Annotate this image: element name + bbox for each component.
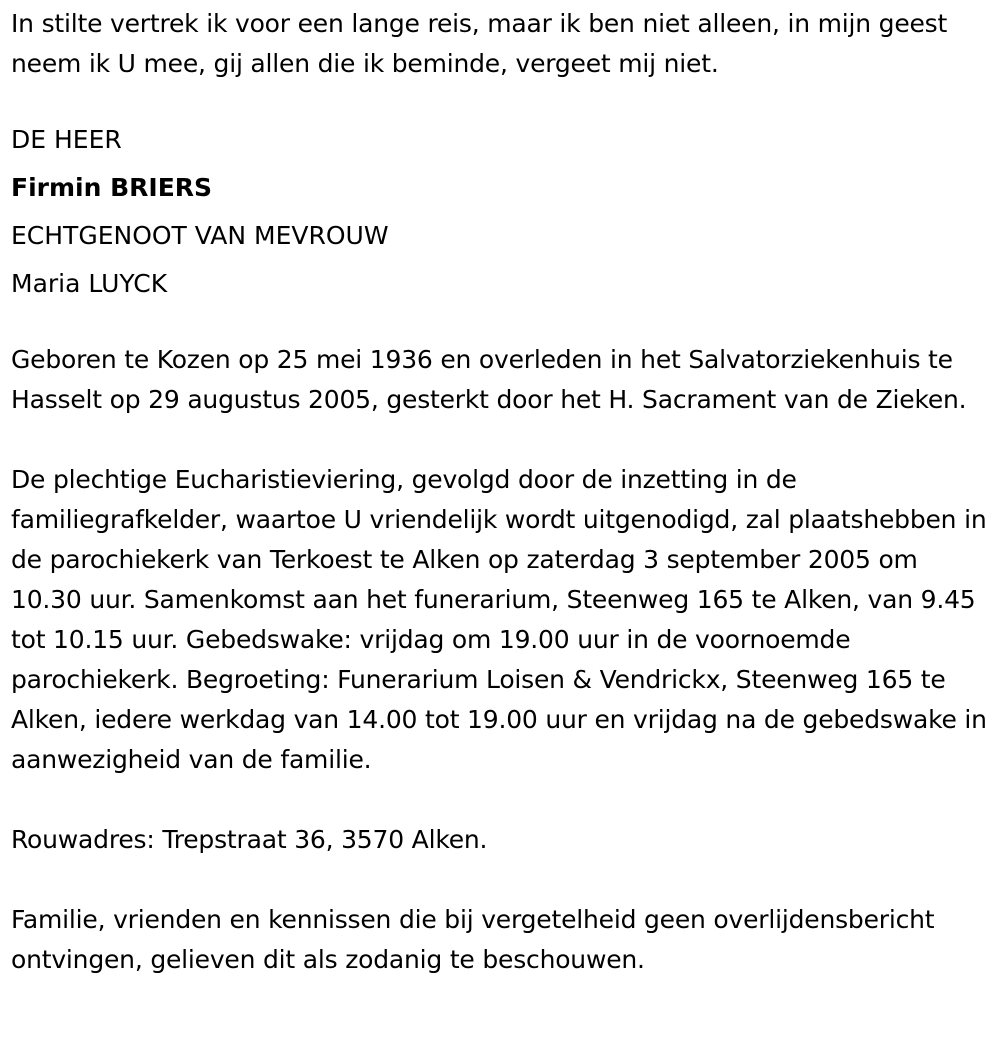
spacer — [11, 84, 1000, 116]
deceased-name: Firmin BRIERS — [11, 173, 213, 202]
spouse-name: Maria LUYCK — [11, 269, 168, 298]
spacer — [11, 780, 1000, 820]
deceased-title: DE HEER — [11, 125, 122, 154]
mourning-address: Rouwadres: Trepstraat 36, 3570 Alken. — [11, 825, 488, 854]
birth-death-paragraph: Geboren te Kozen op 25 mei 1936 en overleden in het Salvatorziekenhuis te Hasselt op 29 augustus 2005, gesterkt door het H. Sacrament van de Zieken. — [11, 345, 967, 414]
opening-poem: In stilte vertrek ik voor een lange reis, maar ik ben niet alleen, in mijn geest neem ik U mee, gij allen die ik beminde, vergeet mij niet. — [11, 9, 948, 78]
closing-notice: Familie, vrienden en kennissen die bij vergetelheid geen overlijdensbericht ontvingen, gelieven dit als zodanig te beschouwen. — [11, 905, 935, 974]
spouse-relation: ECHTGENOOT VAN MEVROUW — [11, 221, 389, 250]
spacer — [11, 308, 1000, 340]
spacer — [11, 420, 1000, 460]
ceremony-paragraph: De plechtige Eucharistieviering, gevolgd door de inzetting in de familiegrafkelder, waartoe U vriendelijk wordt uitgenodigd, zal plaatshebben in de parochiekerk van Terkoest te Alken op zaterdag 3 september 2005 om 10.30 uur. Samenkomst aan het funerarium, Steenweg 165 te Alken, van 9.45 tot 10.15 uur. Gebedswake: vrijdag om 19.00 uur in de voornoemde parochiekerk. Begroeting: Funerarium Loisen & Vendrickx, Steenweg 165 te Alken, iedere werkdag van 14.00 tot 19.00 uur en vrijdag na de gebedswake in aanwezigheid van de familie. — [11, 465, 987, 774]
spacer — [11, 860, 1000, 900]
